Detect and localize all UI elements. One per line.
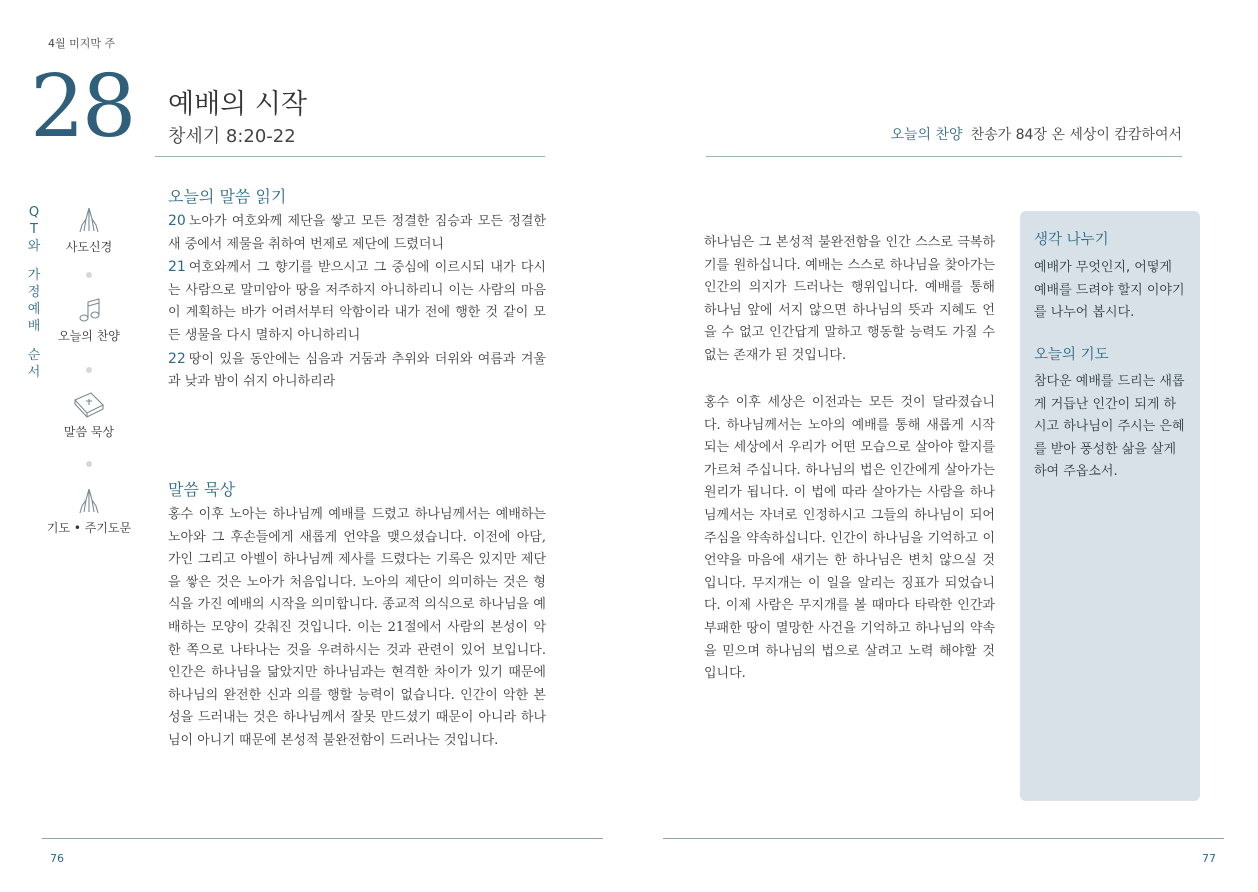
- step-meditation: [34, 390, 144, 440]
- hymn-text: 찬송가 84장 온 세상이 캄캄하여서: [970, 127, 1182, 143]
- vertical-char: 서: [27, 365, 41, 380]
- scripture-reference: 창세기 8:20-22: [168, 126, 296, 147]
- meditation-text: 홍수 이후 노아는 하나님께 예배를 드렸고 하나님께서는 예배하는 노아와 그 후손들에게 새롭게 언약을 맺으셨습니다. 이전에 아담, 가인 그리고 아벨이 하나님께 제사를 드렸다는 기록은 있지만 제단을 쌓은 것은 노아가 처음입니다. 노아의 제단이 의미하는 것은 형식을 가진 예배의 시작을 의미합니다. 종교적 의식으로 하나님을 예배하는 모양이 갖춰진 것입니다. 이는 21절에서 사람의 본성이 악한 쪽으로 나타나는 것을 우려하시는 것과 관련이 있어 보입니다. 인간은 하나님을 닮았지만 하나님과는 현격한 차이가 있기 때문에 하나님의 완전한 신과 의를 행할 능력이 없습니다. 인간이 악한 본성을 드러내는 것은 하나님께서 잘못 만드셨기 때문이 아니라 하나님이 아니기 때문에 본성적 불완전함이 드러나는 것입니다.: [168, 507, 546, 748]
- reading-heading: 오늘의 말씀 읽기: [168, 187, 287, 206]
- step-divider-dot: [86, 272, 92, 278]
- share-text: 예배가 무엇인지, 어떻게 예배를 드려야 할지 이야기를 나누어 봅시다.: [1034, 260, 1185, 321]
- vertical-char: 배: [27, 319, 41, 334]
- vertical-char: 예: [27, 302, 41, 317]
- vertical-char: Q: [28, 205, 40, 220]
- music-note-icon: [74, 296, 104, 324]
- bible-icon: [72, 390, 106, 420]
- right-paragraph-1: 하나님은 그 본성적 불완전함을 인간 스스로 극복하기를 원하십니다. 예배는 스스로 하나님을 찾아가는 인간의 의지가 드러나는 행위입니다. 예배를 통해 하나님 앞에 서지 않으면 하나님의 뜻과 지혜도 언을 수 없고 인간답게 말하고 행동할 능력도 가질 수 없는 존재가 된 것입니다.: [704, 235, 995, 363]
- page-number-right: 77: [1202, 852, 1216, 865]
- vertical-char: 가: [27, 268, 41, 283]
- prayer-text: 참다운 예배를 드리는 새롭게 거듭난 인간이 되게 하시고 하나님이 주시는 은혜를 받아 풍성한 삶을 살게 하여 주옵소서.: [1034, 374, 1185, 480]
- prayer-heading: 오늘의 기도: [1034, 347, 1109, 363]
- scripture-verses: [168, 210, 546, 394]
- verse-text: 여호와께서 그 향기를 받으시고 그 중심에 이르시되 내가 다시는 사람으로 말미암아 땅을 저주하지 아니하리니 이는 사람의 마음이 계획하는 바가 어려서부터 악함이라 내가 전에 행한 것 같이 모든 생물을 다시 멸하지 아니하리니: [168, 260, 546, 343]
- verse-number: 22: [168, 350, 186, 367]
- verse-text: 땅이 있을 동안에는 심음과 거둠과 추위와 더위와 여름과 겨울과 낮과 밤이 쉬지 아니하리라: [168, 351, 546, 390]
- vertical-char: T: [30, 222, 38, 237]
- hymn-label: 오늘의 찬양: [890, 127, 963, 143]
- praying-hands-icon: [74, 486, 104, 516]
- page-number-left: 76: [50, 852, 64, 865]
- page-title: 예배의 시작: [168, 89, 307, 120]
- right-paragraph-2: 홍수 이후 세상은 이전과는 모든 것이 달라졌습니다. 하나님께서는 노아의 예배를 통해 새롭게 시작되는 세상에서 우리가 어떤 모습으로 살아야 할지를 가르쳐 주십니다. 하나님의 법은 인간에게 살아가는 원리가 됩니다. 이 법에 따라 살아가는 사람을 하나님께서는 자녀로 인정하시고 그들의 하나님이 되어주심을 약속하십니다. 인간이 하나님을 기억하고 이 언약을 마음에 새기는 한 하나님은 변치 않으실 것입니다. 무지개는 이 일을 알리는 징표가 되었습니다. 이제 사람은 무지개를 볼 때마다 타락한 인간과 부패한 땅이 멸망한 사건을 기억하고 하나님의 약속을 믿으며 하나님의 법으로 살려고 노력 해야할 것입니다.: [704, 395, 995, 682]
- step-label: 사도신경: [65, 240, 113, 254]
- meditation-heading: 말씀 묵상: [168, 480, 235, 499]
- hymn-line: [890, 124, 1182, 144]
- share-heading: 생각 나누기: [1034, 232, 1109, 248]
- step-todays-hymn: [34, 296, 144, 344]
- footer-divider-right: [663, 838, 1224, 839]
- vertical-char: 와: [27, 239, 41, 254]
- step-label: 기도 • 주기도문: [46, 521, 132, 535]
- vertical-gap: [24, 255, 44, 267]
- vertical-char: 순: [27, 348, 41, 363]
- verse-number: 20: [168, 213, 186, 229]
- step-divider-dot: [86, 461, 92, 467]
- step-divider-dot: [86, 367, 92, 373]
- verse-number: 21: [168, 259, 186, 276]
- step-label: 오늘의 찬양: [58, 329, 120, 343]
- week-label: 4월 미지막 주: [48, 37, 116, 50]
- step-prayer: [34, 486, 144, 536]
- praying-hands-icon: [74, 205, 104, 235]
- verse-text: 노아가 여호와께 제단을 쌓고 모든 정결한 짐승과 모든 정결한 새 중에서 제물을 취하여 번제로 제단에 드렸더니: [168, 214, 546, 252]
- day-number: 28: [30, 57, 134, 157]
- right-header-divider: [706, 156, 1182, 157]
- title-divider: [155, 156, 545, 157]
- vertical-char: 정: [27, 285, 41, 300]
- step-label: 말씀 묵상: [63, 425, 115, 439]
- footer-divider-left: [42, 838, 603, 839]
- step-apostles-creed: [34, 205, 144, 255]
